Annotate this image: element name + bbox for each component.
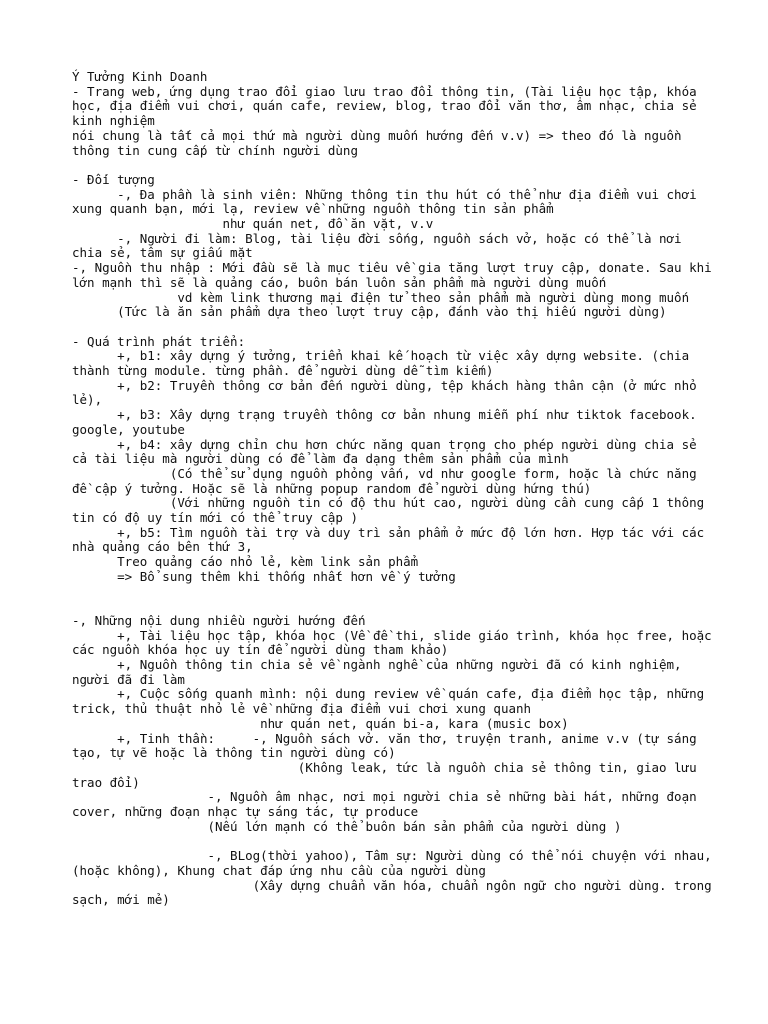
text-line: +, b3: Xây dựng trạng truyền thông cơ bản nhung miễn phí như tiktok facebook. google, youtube <box>72 407 705 437</box>
text-line: (Xây dựng chuẩn văn hóa, chuẩn ngôn ngữ cho người dùng. trong sạch, mới mẻ) <box>72 877 720 908</box>
text-line <box>72 599 712 614</box>
text-line: (Nếu lớn mạnh có thể buôn bán sản phẩm của người dùng ) <box>72 818 622 834</box>
text-line: +, b2: Truyền thông cơ bản đến người dùng, tệp khách hàng thân cận (ở mức nhỏ lẻ), <box>72 377 705 408</box>
text-line: - Quá trình phát triển: <box>72 333 246 349</box>
text-line: +, Nguồn thông tin chia sẻ về ngành nghề của những người đã có kinh nghiệm, người đã đi làm <box>72 657 690 687</box>
text-line: - Trang web, ứng dụng trao đổi giao lưu trao đổi thông tin, (Tài liệu học tập, khóa học, địa điểm vui chơi, quán cafe, review, blog, trao đổi văn thơ, âm nhạc, chia sẻ kinh nghiệm <box>72 83 705 129</box>
text-line <box>72 158 712 173</box>
text-line: -, BLog(thời yahoo), Tâm sự: Người dùng có thể nói chuyện với nhau, (hoặc không), Khung chat đáp ứng nhu cầu của người dùng <box>72 848 720 878</box>
text-line: +, b5: Tìm nguồn tài trợ và duy trì sản phẩm ở mức độ lớn hơn. Hợp tác với các nhà quảng cáo bên thứ 3, <box>72 524 712 555</box>
document-title: Ý Tưởng Kinh Doanh <box>72 69 208 84</box>
text-line: +, b1: xây dựng ý tưởng, triển khai kế hoạch từ việc xây dựng website. (chia thành từng module. từng phần. để người dùng dễ tìm kiếm) <box>72 348 697 379</box>
text-line: -, Đa phần là sinh viên: Những thông tin thu hút có thể như địa điểm vui chơi xung quanh bạn, mới lạ, review về những nguồn thông tin sản phẩm <box>72 186 705 217</box>
text-line: +, Cuộc sống quanh mình: nội dung review về quán cafe, địa điểm học tập, những trick, thủ thuật nhỏ lẻ về những địa điểm vui chơi xung quanh <box>72 686 712 717</box>
text-line: (Có thể sử dụng nguồn phỏng vấn, vd như google form, hoặc là chức năng đề cập ý tưởng. Hoặc sẽ là những popup random để người dùng hứng thú) <box>72 465 705 496</box>
text-line: -, Những nội dung nhiều người hướng đến <box>72 612 366 628</box>
text-line: (Không leak, tức là nguồn chia sẻ thông tin, giao lưu trao đổi) <box>72 759 705 790</box>
text-line: -, Nguồn âm nhạc, nơi mọi người chia sẻ những bài hát, những đoạn cover, những đoạn nhạc tự sáng tác, tự produce <box>72 789 705 820</box>
text-line: (Tức là ăn sản phẩm dựa theo lượt truy cập, đánh vào thị hiếu người dùng) <box>72 304 667 320</box>
text-line: như quán net, quán bi-a, kara (music box) <box>72 715 569 731</box>
text-line: nói chung là tất cả mọi thứ mà người dùng muốn hướng đến v.v) => theo đó là nguồn thông tin cung cấp từ chính người dùng <box>72 127 690 158</box>
text-line: +, b4: xây dựng chỉn chu hơn chức năng quan trọng cho phép người dùng chia sẻ cả tài liệu mà người dùng có để làm đa dạng thêm sản phẩm của mình <box>72 436 705 467</box>
text-line: => Bổ sung thêm khi thống nhất hơn về ý tưởng <box>72 568 456 584</box>
text-line: +, Tài liệu học tập, khóa học (Về đề thi, slide giáo trình, khóa học free, hoặc các nguồn khóa học uy tín để người dùng tham khảo) <box>72 627 720 658</box>
document-body <box>72 69 720 908</box>
text-line: Treo quảng cáo nhỏ lẻ, kèm link sản phẩm <box>72 554 419 570</box>
text-line: -, Nguồn thu nhập : Mới đầu sẽ là mục tiêu về gia tăng lượt truy cập, donate. Sau khi lớn mạnh thì sẽ là quảng cáo, buôn bán luôn sản phẩm mà người dùng muốn <box>72 260 720 290</box>
text-line <box>72 585 712 600</box>
text-line: -, Người đi làm: Blog, tài liệu đời sống, nguồn sách vở, hoặc có thể là nơi chia sẻ, tâm sự giấu mặt <box>72 230 690 261</box>
text-line <box>72 320 712 335</box>
text-line: +, Tinh thần: -, Nguồn sách vở. văn thơ, truyện tranh, anime v.v (tự sáng tạo, tự vẽ hoặc là thông tin người dùng có) <box>72 730 705 761</box>
text-line: (Với những nguồn tin có độ thu hút cao, người dùng cần cung cấp 1 thông tin có độ uy tín mới có thể truy cập ) <box>72 495 712 526</box>
text-line: như quán net, đồ ăn vặt, v.v <box>72 216 434 232</box>
text-line: - Đối tượng <box>72 171 155 187</box>
text-line: vd kèm link thương mại điện tử theo sản phẩm mà người dùng mong muốn <box>72 289 690 305</box>
text-line <box>72 835 712 850</box>
